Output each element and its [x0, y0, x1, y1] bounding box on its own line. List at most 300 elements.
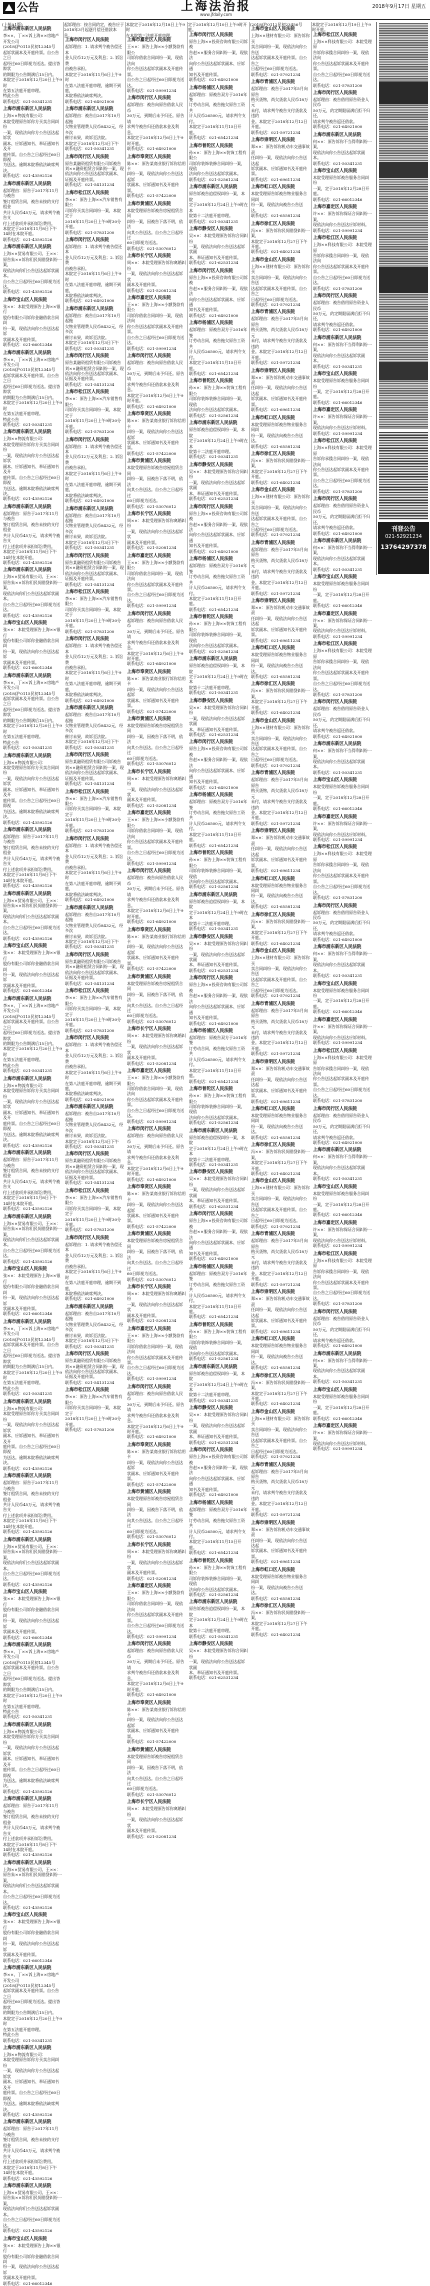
court-name: 上海市青浦区人民法院 — [251, 1001, 295, 1007]
notice-text-line: 现依法向你公告送达应诉材料。 — [313, 1440, 369, 1446]
notice-text-line: 为送达。逾期本院将依法缺席判决。 — [3, 1777, 59, 1789]
notice-contact: 联系电话：021-59991234 — [127, 1376, 177, 1382]
notice-column — [250, 22, 310, 1637]
notice-text-line: 纷一案，现依法向被告公告送达。 — [251, 1354, 303, 1365]
notice-text-line: 欠物业管理费人民币8432元，经多次 — [65, 523, 124, 534]
court-notice — [312, 1352, 372, 1385]
court-notice — [188, 227, 248, 266]
court-notice — [2, 351, 62, 428]
notice-text-line: 请求判令被告返还借款。 — [313, 118, 357, 124]
notice-text-line: 本院受理原告诉被告房屋租赁合同 — [127, 1238, 183, 1249]
notice-text-line: 本院定于2018年11月8日下午 — [3, 1195, 57, 1201]
notice-text-line: 起经过60日即视为送达。提出答辩状 — [3, 1353, 61, 1364]
notice-text-line: 14时在本院开庭。 — [3, 2170, 37, 2176]
notice-text-line: 付上述款项并承担诉讼费用。 — [3, 543, 55, 549]
notice-text-line: 起诉理由：被告于2017年5月向原告 — [251, 1238, 308, 1249]
notice-text-line: 在第五法庭开庭审理。 — [3, 1703, 43, 1709]
court-name: 上海市浦东新区人民法院 — [189, 185, 238, 191]
notice-text-line: 现依法向你们公告送达起诉状副本。 — [3, 1560, 59, 1571]
court-notice — [126, 412, 186, 456]
notice-text-line: 原告上海××投资咨询有限公司诉被 — [189, 510, 248, 522]
notice-text-line: 向你公告送达起诉状副本、应诉通 — [189, 296, 245, 308]
notice-text-line: 法向你公告送达起诉状副本。 — [189, 407, 241, 413]
court-name: 上海市崇明区人民法院 — [251, 138, 295, 144]
court-name: 上海市浦东新区人民法院 — [3, 27, 52, 33]
court-notice — [126, 155, 186, 199]
notice-contact: 联系电话：021-57831200 — [65, 1027, 115, 1033]
notice-text-line: 60日即视为送达。 — [127, 1786, 161, 1792]
notice-text-line: 自公告之日起经过60日即视为送达。 — [127, 334, 185, 346]
notice-text-line: 订劳动合同，被告拖欠原告工资共 — [189, 574, 245, 585]
notice-text-line: 股份有限公司诉你金融借款合同纠 — [3, 2253, 59, 2264]
notice-text-line: 30万元，到期后未予归还。原告请 — [127, 1144, 185, 1155]
masthead — [0, 0, 430, 20]
notice-text-line: 张××：本院受理原告上海××银行 — [3, 303, 61, 315]
court-notice — [188, 185, 248, 224]
court-name: 上海市闵行区人民法院 — [189, 1448, 233, 1454]
notice-text-line: 一案，定于2018年12月28日开庭。 — [313, 998, 370, 1009]
notice-text-line: 起诉理由：被告自2017年10月起拖 — [65, 911, 121, 923]
notice-text-line: 现依法向你公告送达应诉材料。 — [313, 425, 369, 431]
notice-text-line: 一案，现依法向你方公告送达起诉状 — [3, 1745, 59, 1756]
notice-text-line: 本院受理原告诉被告服务合同纠纷 — [313, 784, 369, 795]
issue-date: 2018年9月17日 星期五 — [372, 4, 426, 10]
notice-contact: 联系电话：021-64921000 — [65, 98, 115, 104]
notice-text-line: 特此公告 — [3, 1385, 19, 1391]
notice-text-line: 本院受理原告诉你方买卖合同纠纷 — [3, 2057, 59, 2068]
notice-text-line: 购买货物，尚欠货款人民币18万元 — [251, 1479, 309, 1490]
court-notice — [2, 2237, 62, 2286]
notice-text-line: 告赵××服务合同纠纷一案，现依法 — [189, 521, 248, 532]
notice-text-line: 起诉理由：被告于2017年5月向原告 — [251, 1007, 308, 1019]
notice-text-line: 刘××融资租赁合同纠纷一案，现 — [65, 565, 124, 571]
notice-contact: 联系电话：021-64921000 — [313, 124, 363, 130]
court-name: 上海市金山区人民法院 — [251, 949, 295, 955]
notice-text-line: 特此公告 — [3, 93, 19, 99]
court-name: 上海市浦东新区人民法院 — [3, 1399, 52, 1405]
court-notice — [2, 1861, 62, 1911]
notice-text-line: 上海××贸易有限公司、王××： — [3, 2189, 61, 2195]
notice-text-line: 起诉理由：被告借用原告资金人民币 — [313, 503, 369, 514]
notice-text-line: (2018)沪0115民初12345号 — [3, 1336, 56, 1342]
notice-text-line: 定于2018年12月24日上午9时在本 — [189, 1381, 248, 1392]
court-name: 上海市闵行区人民法院 — [127, 1642, 171, 1648]
court-name: 上海市黄浦区人民法院 — [127, 974, 171, 980]
notice-text-line: 求判令被告归还借款本金及利息。 — [127, 124, 179, 135]
notice-text-line: 知书及开庭传票。 — [189, 543, 221, 549]
notice-contact: 联系电话：021-62531234 — [189, 1203, 239, 1209]
notice-text-line: 金。本院定于2018年12月12日开庭。 — [251, 1270, 308, 1282]
notice-text-line: 纷一案，现依法向你公告送达起诉 — [3, 325, 59, 337]
court-notice — [126, 1185, 186, 1229]
notice-text-line: 司诉你装饰装修合同纠纷一案，现依 — [189, 1103, 245, 1115]
court-notice — [250, 1060, 310, 1104]
notice-text-line: 司诉你借款合同纠纷一案，现依法向 — [127, 1085, 183, 1097]
notice-text-line: 起诉理由：被告自2017年10月起拖 — [65, 113, 121, 124]
notice-text-line: 纠纷一案，现依法向你公告送达起诉 — [127, 1202, 183, 1213]
notice-text-line: 知书及开庭传票。 — [189, 71, 221, 77]
court-notice — [188, 1129, 248, 1168]
notice-text-line: 周××：本院受理原告诉你离婚纠纷 — [127, 1033, 186, 1044]
notice-contact: 联系电话：021-59721234 — [251, 1281, 301, 1287]
notice-text-line: 60日即视为送达。 — [127, 498, 161, 504]
notice-text-line: 周××：本院受理原告诉你离婚纠纷 — [127, 1806, 186, 1817]
notice-text-line: 催讨未果，故诉至法院。 — [65, 733, 109, 739]
notice-text-line: 自公告之日起经过60日即视为送达。 — [3, 2217, 61, 2228]
notice-text-line: 未付，请求判令被告支付货款及违约 — [251, 1259, 307, 1271]
court-name: 上海市杨浦区人民法院 — [189, 1264, 233, 1270]
notice-text-line: 为送达。逾期本院将依法缺席判决。 — [3, 1454, 59, 1466]
notice-text-line: 一案，现依法向你方公告送达起诉状 — [3, 2068, 59, 2079]
notice-text-line: 纠纷一案，因被告下落不明，依法 — [127, 1506, 183, 1518]
notice-text-line: 计人民币26500元，请求判令支付。 — [189, 1292, 246, 1304]
court-name: 上海市闵行区人民法院 — [313, 700, 357, 706]
court-name: 上海市浦东新区人民法院 — [313, 335, 362, 341]
notice-text-line: 一案，定于2018年12月28日开庭。 — [313, 1201, 370, 1213]
notice-contact: 联系电话：021-64921000 — [127, 146, 177, 152]
court-notice — [64, 238, 124, 304]
court-notice — [312, 642, 372, 697]
court-name: 上海市宝山区人民法院 — [313, 575, 357, 581]
notice-contact: 联系电话：021-50341231 — [65, 944, 115, 950]
court-notice — [250, 488, 310, 538]
notice-text-line: 吴××：本院受理原告诉你合同纠纷 — [189, 1412, 248, 1423]
notice-text-line: 共计人民币45万元，请求判令被告支 — [3, 532, 61, 544]
court-name: 上海市普陀区人民法院 — [189, 615, 233, 621]
notice-text-line: 刘××融资租赁合同纠纷一案，现 — [65, 1163, 124, 1169]
notice-text-line: 金人民币12万元及利息；2. 诉讼费 — [65, 853, 124, 865]
court-notice — [188, 86, 248, 141]
notice-text-line: 金人民币12万元及利息；2. 诉讼费 — [65, 254, 124, 266]
notice-contact: 联系电话：021-57831200 — [65, 229, 115, 235]
notice-text-line: 吴××：本院受理原告诉你合同纠纷 — [189, 1176, 248, 1187]
notice-text-line: 的期限为公告期满后15日内。 — [3, 717, 57, 723]
notice-text-line: 司诉你装饰装修合同纠纷一案，现依 — [189, 396, 245, 407]
notice-text-line: 纠纷一案，现依法向你公告送达起诉 — [127, 686, 183, 698]
notice-contact: 联系电话：021-64921000 — [189, 548, 239, 554]
court-name: 上海市浦东新区人民法院 — [3, 1860, 52, 1866]
court-notice — [312, 982, 372, 1015]
notice-text-line: 本院受理原告诉你方买卖合同纠纷 — [3, 1088, 59, 1099]
text-line: 本院定于2018年12月18日上午9时 — [126, 22, 185, 33]
court-notice — [250, 222, 310, 255]
notice-text-line: 现依法向你公告送达应诉材料。 — [313, 1237, 369, 1243]
notice-contact: 联系电话：021-64921000 — [65, 498, 115, 504]
notice-text-line: 院第十二法庭开庭审理。 — [189, 213, 233, 219]
notice-contact: 联系电话：021-50341231 — [313, 1176, 363, 1182]
notice-text-line: 催讨未果，故诉至法院。 — [65, 1133, 109, 1139]
court-name: 上海市闵行区人民法院 — [65, 836, 109, 842]
notice-text-line: 60日即视为送达。 — [127, 1013, 161, 1019]
notice-text-line: 起诉理由：原被告双方于2016年签 — [189, 1506, 248, 1518]
court-notice — [126, 1701, 186, 1745]
notice-text-line: 证据及开庭传票。 — [65, 1174, 97, 1180]
notice-text-line: 50万元，约定期限届满后拒不归还， — [313, 1326, 371, 1338]
court-notice — [188, 1365, 248, 1404]
notice-contact: 联系电话：021-66012346 — [313, 1009, 363, 1015]
court-notice — [250, 1143, 310, 1176]
notice-text-line: 由被告承担。 — [65, 664, 89, 670]
notice-text-line: 60日即视为送达。 — [127, 755, 161, 761]
notice-text-line: 向你公告送达起诉状副本、应诉通 — [189, 1004, 245, 1015]
notice-contact: 联系电话：021-59721234 — [251, 820, 301, 826]
notice-text-line: 纷一案，现依法向被告公告送达。 — [251, 1584, 303, 1596]
notice-text-line: 共计人民币45万元，请求判令被告支 — [3, 855, 61, 867]
notice-text-line: 为送达。逾期本院将依法缺席判决。 — [3, 485, 59, 496]
notice-text-line: 张××：本院受理原告上海××银行 — [3, 950, 61, 961]
court-notice — [188, 463, 248, 502]
notice-text-line: 本院定于2018年12月20日上午9时 — [3, 2015, 62, 2027]
notice-contact: 联系电话：021-66012346 — [3, 2280, 53, 2286]
notice-text-line: 由被告承担。 — [65, 465, 89, 471]
court-name: 上海市嘉定区人民法院 — [127, 553, 171, 559]
notice-text-line: 你公告送达起诉状副本及开庭传票。 — [127, 323, 183, 335]
notice-text-line: 周××：本院受理原告诉你离婚纠纷 — [127, 775, 186, 787]
notice-contact: 联系电话：021-53076012 — [127, 1534, 177, 1540]
court-name: 上海市浦东新区人民法院 — [3, 1076, 52, 1082]
court-notice — [126, 554, 186, 609]
notice-text-line: 本、举证通知书及开庭传票。 — [189, 490, 241, 496]
court-name: 上海市闵行区人民法院 — [313, 90, 357, 96]
notice-text-line: 订劳动合同，被告拖欠原告工资共 — [189, 1517, 245, 1529]
notice-contact: 联系电话：021-66012346 — [3, 988, 53, 994]
court-name: 上海市闵行区人民法院 — [65, 38, 109, 44]
notice-text-line: 上海××贸易有限公司、王××： — [3, 1543, 61, 1549]
notice-text-line: 状副本、应诉通知书及开庭传票。 — [127, 1728, 179, 1739]
court-name: 上海市奉贤区人民法院 — [127, 1700, 171, 1706]
notice-text-line: 状副本、应诉通知书及开庭传票。 — [127, 697, 179, 709]
notice-contact: 联系电话：021-57921234 — [251, 1454, 301, 1460]
court-name: 上海市黄浦区人民法院 — [127, 1490, 171, 1496]
court-name: 上海市闵行区人民法院 — [127, 1384, 171, 1390]
notice-text-line: 起诉理由：原被告双方于2016年签 — [189, 327, 248, 338]
court-name: 上海市徐汇区人民法院 — [251, 1143, 295, 1149]
notice-text-line: 一案，现依法向你公告送达起诉状副 — [189, 1187, 245, 1198]
notice-text-line: 原告上海××投资咨询有限公司诉被 — [189, 746, 248, 757]
classified-ads-strip — [376, 22, 429, 575]
notice-text-line: 你公告送达起诉状副本及开庭传票。 — [127, 66, 183, 77]
court-name: 上海市闵行区人民法院 — [313, 497, 357, 503]
notice-text-line: 14时在本院开庭。 — [3, 1846, 37, 1852]
notice-text-line: 起诉理由：1. 请求判令被告偿还本 — [65, 243, 123, 255]
notice-contact: 联系电话：021-43592126 — [3, 883, 53, 889]
notice-contact: 联系电话：021-65581234 — [251, 1365, 301, 1371]
court-notice — [312, 815, 372, 843]
notice-text-line: 上海××建材有限公司：原告诉你买 — [251, 724, 310, 736]
court-name: 上海市虹口区人民法院 — [251, 415, 295, 421]
notice-contact: 联系电话：021-66012346 — [313, 196, 363, 202]
notice-text-line: 依法向你公告送达起诉状副本、 — [65, 1368, 121, 1374]
notice-text-line: 证据及开庭传票。 — [65, 576, 97, 582]
notice-contact: 联系电话：021-50341231 — [313, 769, 363, 775]
court-name: 上海市闵行区人民法院 — [313, 903, 357, 909]
notice-contact: 联系电话：021-64021234 — [251, 1171, 301, 1177]
court-notice — [64, 107, 124, 151]
notice-text-line: 陈××：原告某商业银行诉你信用卡 — [127, 418, 186, 429]
notice-text-line: 任纠纷一案，现依法向你公告送达起 — [251, 155, 307, 166]
notice-contact: 联系电话：021-50341231 — [65, 146, 115, 152]
notice-text-line: 自公告之日起经过60日即视为送达。 — [3, 278, 61, 290]
notice-text-line: 李××、丁××诉上海××房地产开发公司 — [3, 679, 60, 691]
court-notice — [312, 1018, 372, 1046]
court-notice — [126, 1584, 186, 1639]
notice-contact: 联系电话：021-57831200 — [313, 691, 363, 697]
notice-text-line: 股份有限公司诉你金融借款合同纠 — [3, 314, 59, 326]
notice-contact: 联系电话：021-59991234 — [127, 603, 177, 609]
notice-text-line: 日起经过60日即视为送达。 — [251, 526, 301, 532]
court-notice — [2, 754, 62, 825]
notice-text-line: 由被告承担。 — [65, 864, 89, 870]
notice-text-line: 订劳动合同，被告拖欠原告工资共 — [189, 1281, 245, 1293]
notice-text-line: 原告上海××投资咨询有限公司诉被 — [189, 1218, 248, 1229]
notice-contact: 联系电话：021-64921000 — [65, 1296, 115, 1302]
notice-text-line: 刘××融资租赁合同纠纷一案，现 — [65, 764, 124, 770]
court-name: 上海市浦东新区人民法院 — [3, 1151, 52, 1157]
notice-text-line: 付上述款项并承担诉讼费用。 — [3, 1836, 55, 1842]
notice-text-line: 起诉理由：原告于2017年11月与被告 — [3, 1480, 59, 1491]
court-notice — [126, 612, 186, 667]
notice-text-line: 任纠纷一案，现依法向你公告送达起 — [251, 385, 307, 396]
court-name: 上海市松江区人民法院 — [65, 789, 109, 795]
classified-ad-block — [379, 82, 428, 104]
notice-column — [64, 22, 124, 1433]
notice-text-line: 上海××建材有限公司：原告诉你买 — [251, 955, 310, 966]
notice-contact: 联系电话：021-53076012 — [127, 503, 177, 509]
court-name: 上海市闵行区人民法院 — [127, 354, 171, 360]
notice-text-line: 纷一案，现依法向被告公告送达。 — [251, 893, 303, 904]
notice-column — [312, 22, 372, 1452]
court-name: 上海市宝山区人民法院 — [3, 1267, 47, 1273]
court-name: 上海市青浦区人民法院 — [251, 540, 295, 546]
notice-text-line: 周××：本院受理原告诉你离婚纠纷 — [127, 517, 186, 529]
notice-text-line: 原告某融资租赁有限公司诉被告 — [65, 1158, 121, 1164]
notice-text-line: 本院定于2018年12月20日上午9时 — [3, 77, 62, 88]
court-name: 上海市松江区人民法院 — [313, 642, 357, 648]
court-name: 上海市崇明区人民法院 — [251, 368, 295, 374]
notice-text-line: 法向你公告送达起诉状副本。 — [189, 643, 241, 649]
court-notice — [126, 512, 186, 551]
notice-text-line: 状副本及开庭传票。 — [3, 1305, 39, 1311]
court-name: 上海市奉贤区人民法院 — [127, 1185, 171, 1191]
court-name: 上海市浦东新区人民法院 — [3, 673, 52, 679]
notice-text-line: 司诉你买卖合同纠纷一案，本院定于 — [65, 1205, 121, 1217]
court-notice — [64, 1036, 124, 1102]
notice-contact: 联系电话：021-50341231 — [189, 454, 239, 460]
court-name: 上海市嘉定区人民法院 — [313, 205, 357, 211]
notice-contact: 联系电话：021-64021234 — [251, 1401, 301, 1407]
notice-text-line: 依法向你公告送达起诉状副本、 — [65, 1169, 121, 1175]
court-name: 上海市静安区人民法院 — [189, 934, 233, 940]
court-notice — [64, 1152, 124, 1185]
notice-text-line: 购买货物，尚欠货款人民币18万元 — [251, 96, 309, 108]
notice-text-line: 王××：原告上海××小额贷款有限公 — [127, 1590, 185, 1601]
notice-contact: 联系电话：021-66012346 — [313, 1415, 363, 1421]
notice-contact: 联系电话：021-69611234 — [251, 1328, 301, 1334]
court-notice — [64, 38, 124, 104]
court-name: 上海市松江区人民法院 — [313, 1048, 357, 1054]
notice-text-line: 告诉你承揽合同纠纷一案，现依法向 — [313, 1065, 369, 1076]
court-name: 上海市松江区人民法院 — [313, 32, 357, 38]
notice-text-line: 上海××物流有限公司： — [3, 436, 46, 442]
notice-text-line: 李××：原告上海××汽车销售有限公 — [65, 396, 123, 407]
notice-text-line: 60日即视为送达。 — [127, 240, 161, 246]
notice-text-line: 金人民币12万元及利息；2. 诉讼费 — [65, 55, 124, 66]
court-notice — [250, 719, 310, 769]
notice-contact: 联系电话：021-52081234 — [127, 1575, 177, 1581]
notice-text-line: 知书及开庭传票。 — [189, 307, 221, 313]
court-name: 上海市浦东新区人民法院 — [3, 430, 52, 436]
court-notice — [2, 674, 62, 751]
notice-text-line: 纠纷一案，现依法向你公告送达起诉 — [127, 944, 183, 955]
notice-text-line: 司诉你装饰装修合同纠纷一案，现依 — [189, 1339, 245, 1351]
notice-text-line: 陈××：原告某商业银行诉你信用卡 — [127, 1448, 186, 1460]
court-name: 上海市浦东新区人民法院 — [3, 1319, 52, 1325]
notice-text-line: 李××、丁××诉上海××房地产开发公司 — [3, 1972, 60, 1983]
court-notice — [126, 38, 186, 93]
notice-contact: 联系电话：021-66012346 — [313, 399, 363, 405]
notice-contact: 联系电话：021-66012346 — [3, 1957, 53, 1963]
notice-text-line: 在第八法庭开庭审理，逾期不到庭， — [65, 880, 121, 892]
notice-text-line: 本院受理原告诉被告服务合同纠纷 — [313, 1190, 369, 1202]
court-notice — [2, 1643, 62, 1720]
notice-text-line: 本院定于2018年12月27日下午开庭。 — [251, 929, 308, 941]
notice-text-line: 何××：原告诉你不当得利纠纷一案， — [313, 138, 372, 150]
notice-contact: 联系电话：021-50341231 — [3, 422, 53, 427]
text-line: 2018年3月起逐月偿还借款本息。 — [64, 27, 117, 38]
court-notice — [250, 599, 310, 643]
notice-text-line: 金。本院定于2018年12月12日开庭。 — [251, 810, 308, 821]
notice-text-line: 诉状副本、应诉通知书及开庭传票。 — [251, 626, 307, 638]
notice-text-line: 一案，现依法向你方公告送达起诉状 — [3, 1422, 59, 1433]
notice-text-line: 本院定于2018年11月15日开庭。 — [189, 831, 242, 843]
court-name: 上海市浦东新区人民法院 — [3, 828, 52, 833]
court-notice — [188, 1029, 248, 1084]
notice-text-line: 郑××：原告诉你机动车交通事故责 — [251, 374, 310, 386]
notice-text-line: 张××：本院受理原告上海××银行 — [3, 1273, 61, 1284]
court-notice — [250, 682, 310, 715]
court-name: 上海市浦东新区人民法院 — [3, 181, 52, 187]
court-notice — [188, 1448, 248, 1498]
notice-text-line: 本院受理原告诉被告房屋租赁合同 — [127, 1753, 183, 1765]
notice-contact: 联系电话：021-54131234 — [65, 980, 115, 986]
notice-contact: 联系电话：021-57831200 — [313, 895, 363, 901]
court-name: 上海市浦东新区人民法院 — [3, 350, 52, 356]
court-name: 上海市徐汇区人民法院 — [251, 682, 295, 688]
notice-text-line: 状副本、应诉通知书及开庭传票。 — [127, 1213, 179, 1224]
notice-text-line: 副本、应诉通知书、举证通知书及开 — [3, 1109, 59, 1121]
notice-contact: 联系电话：021-64021234 — [251, 479, 301, 485]
notice-contact: 联系电话：021-52561234 — [189, 1120, 239, 1126]
notice-contact: 联系电话：021-54131234 — [65, 1180, 115, 1186]
notice-text-line: 的期限为公告期满后15日内。 — [3, 2010, 57, 2016]
notice-text-line: 何××：原告诉你不当得利纠纷一案， — [313, 1154, 372, 1165]
notice-text-line: 许××：原告诉你保证合同纠纷一案， — [313, 1226, 372, 1238]
notice-contact: 联系电话：021-54131234 — [65, 1379, 115, 1385]
notice-text-line: 在第五法庭开庭审理。 — [3, 87, 43, 93]
notice-text-line: 股份有限公司诉你金融借款合同纠 — [3, 1284, 59, 1295]
court-notice — [250, 138, 310, 182]
notice-text-line: 告赵××服务合同纠纷一案，现依法 — [189, 1464, 248, 1476]
court-name: 上海市闵行区人民法院 — [313, 294, 357, 300]
notice-text-line: 一案，现依法向你公告送达起诉状 — [127, 528, 183, 540]
notice-contact: 联系电话：021-53076012 — [127, 1276, 177, 1282]
notice-contact: 联系电话：021-59721234 — [251, 590, 301, 596]
court-notice — [250, 877, 310, 910]
notice-text-line: 签订租赁合同，被告未按约支付租金 — [3, 2137, 59, 2148]
notice-text-line: 原告某融资租赁有限公司诉被告 — [65, 759, 121, 765]
notice-contact: 联系电话：021-50341231 — [3, 1391, 53, 1397]
notice-text-line: 起诉理由：原告于2017年11月与被告 — [3, 1803, 59, 1814]
